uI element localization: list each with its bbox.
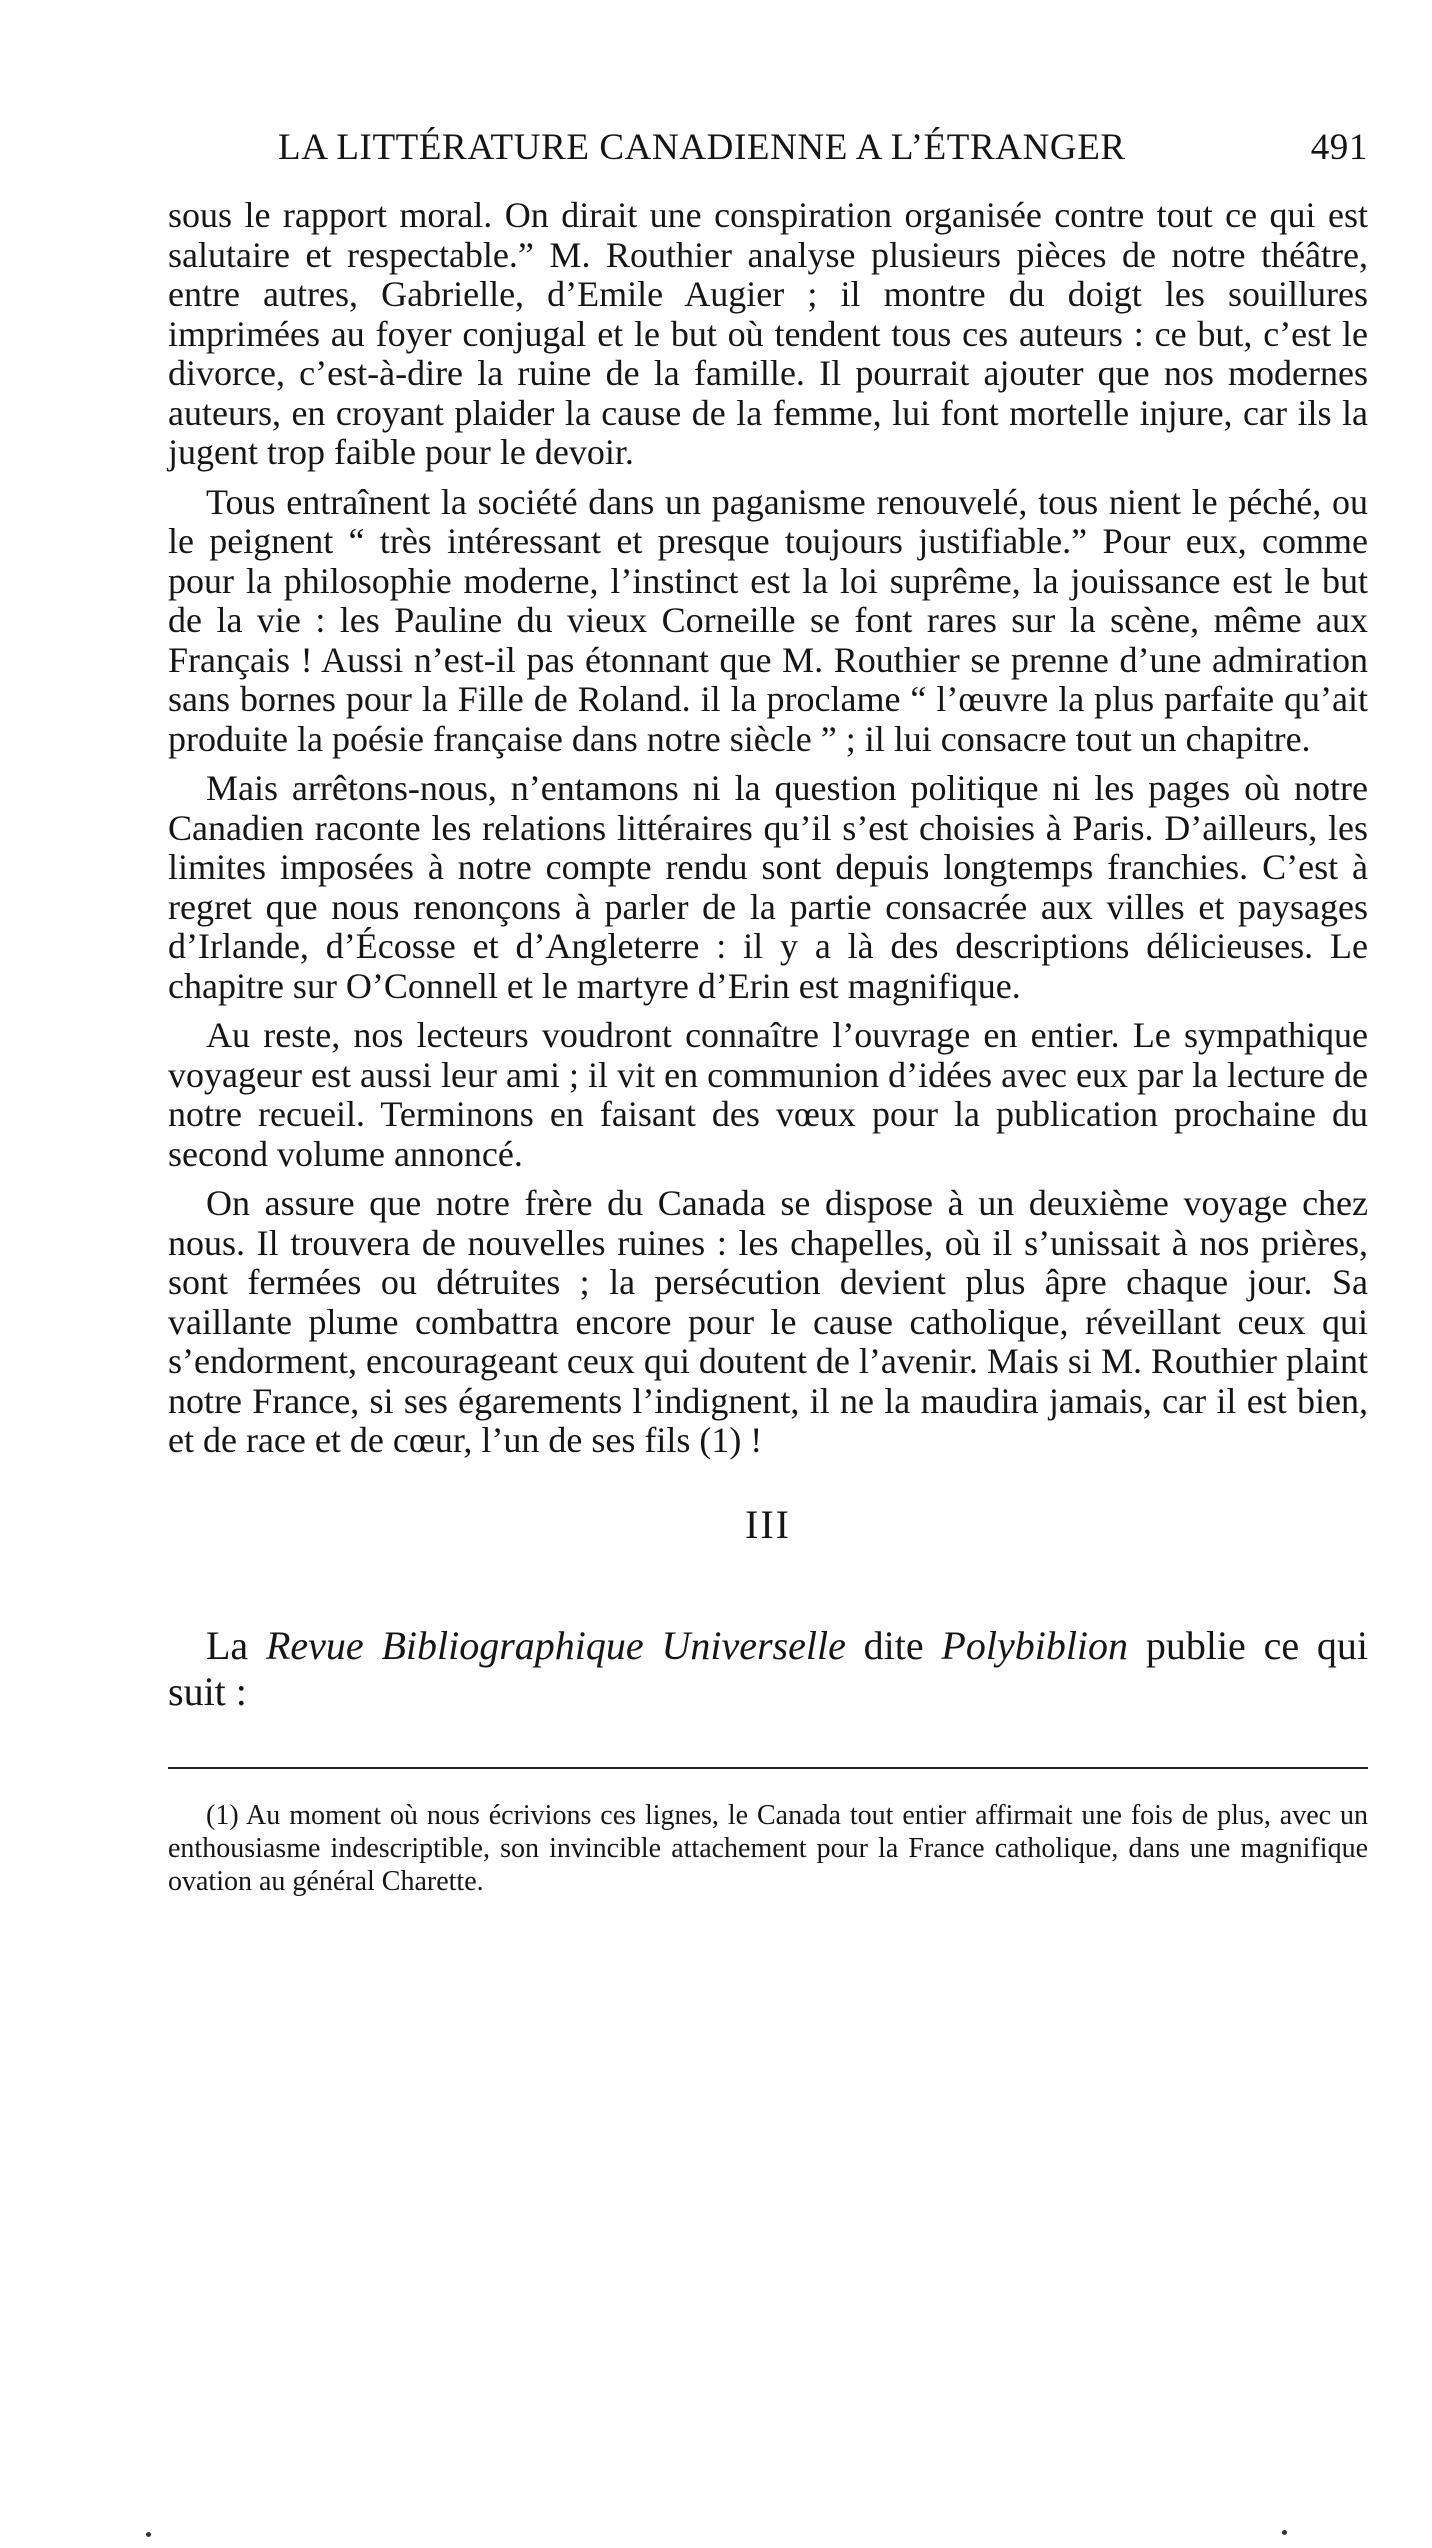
section-intro [168,1623,1368,1715]
intro-text-middle: dite [845,1622,942,1668]
page-number: 491 [1310,127,1368,168]
intro-text-end: publie ce qui suit : [168,1622,1369,1714]
section-heading: III [745,1501,791,1547]
footnote: (1) Au moment où nous écrivions ces lignes, le Canada tout entier affirmait une fois de plus, avec un enthousiasme indescriptible, son invincible attachement pour la France catholique, dans une magnifique ovation au général Charette. [168,1799,1368,1897]
paragraph-4: Au reste, nos lecteurs voudront connaître l’ouvrage en entier. Le sympathique voyageur est aussi leur ami ; il vit en communion d’idées avec eux par la lecture de notre recueil. Terminons en faisant des vœux pour la publication prochaine du second volume annoncé. [168,1015,1368,1174]
paragraph-5: On assure que notre frère du Canada se dispose à un deuxième voyage chez nous. Il trouvera de nouvelles ruines : les chapelles, où il s’unissait à nos prières, sont fermées ou détruites ; la persécution devient plus âpre chaque jour. Sa vaillante plume combattra encore pour le cause catholique, réveillant ceux qui s’endorment, encourageant ceux qui doutent de l’avenir. Mais si M. Routhier plaint notre France, si ses égarements l’indignent, il ne la maudira jamais, car il est bien, et de race et de cœur, l’un de ses fils (1) ! [168,1183,1368,1460]
running-title: LA LITTÉRATURE CANADIENNE A L’ÉTRANGER [278,127,1126,168]
footnote-rule [168,1767,1368,1769]
paragraph-3: Mais arrêtons-nous, n’entamons ni la question politique ni les pages où notre Canadien raconte les relations littéraires qu’il s’est choisies à Paris. D’ailleurs, les limites imposées à notre compte rendu sont depuis longtemps franchies. C’est à regret que nous renonçons à parler de la partie consacrée aux villes et paysages d’Irlande, d’Écosse et d’Angleterre : il y a là des descriptions délicieuses. Le chapitre sur O’Connell et le martyre d’Erin est magnifique. [168,768,1368,1006]
page [168,118,1368,1898]
intro-text-start: La [206,1622,266,1668]
paragraph-1: sous le rapport moral. On dirait une conspiration organisée contre tout ce qui est salutaire et respectable.” M. Routhier analyse plusieurs pièces de notre théâtre, entre autres, Gabrielle, d’Emile Augier ; il montre du doigt les souillures imprimées au foyer conjugal et le but où tendent tous ces auteurs : ce but, c’est le divorce, c’est-à-dire la ruine de la famille. Il pourrait ajouter que nos modernes auteurs, en croyant plaider la cause de la femme, lui font mortelle injure, car ils la jugent trop faible pour le devoir. [168,195,1368,472]
body-text [168,196,1368,1461]
journal-title: Revue Bibliographique Universelle [265,1622,846,1668]
running-head [278,118,1368,178]
journal-name: Polybiblion [941,1622,1129,1668]
print-speck [1282,2530,1287,2535]
print-speck [146,2532,151,2537]
paragraph-2: Tous entraînent la société dans un paganisme renouvelé, tous nient le péché, ou le peignent “ très intéressant et presque toujours justifiable.” Pour eux, comme pour la philosophie moderne, l’instinct est la loi suprême, la jouissance est le but de la vie : les Pauline du vieux Corneille se font rares sur la scène, même aux Français ! Aussi n’est-il pas étonnant que M. Routhier se prenne d’une admiration sans bornes pour la Fille de Roland. il la proclame “ l’œuvre la plus parfaite qu’ait produite la poésie française dans notre siècle ” ; il lui consacre tout un chapitre. [168,481,1368,759]
